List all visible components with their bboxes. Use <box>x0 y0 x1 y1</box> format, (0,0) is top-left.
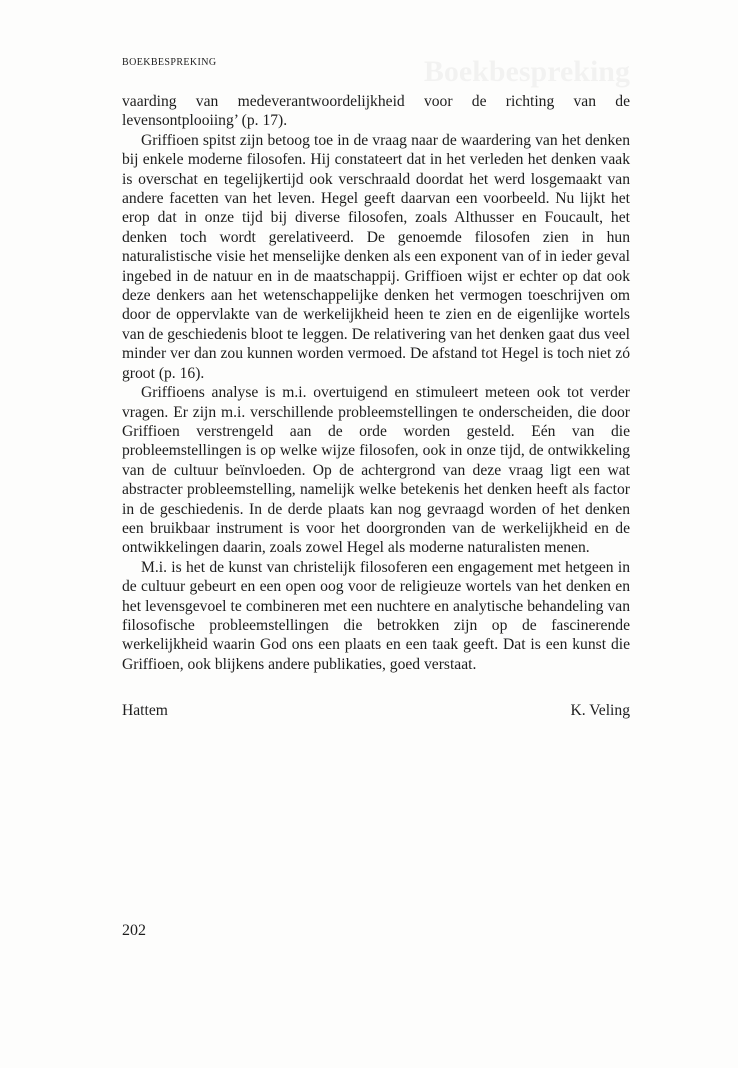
running-head: BOEKBESPREKING <box>122 57 217 68</box>
show-through-heading <box>424 55 630 89</box>
paragraph-2: Griffioen spitst zijn betoog toe in de vraag naar de waardering van het denken bij enkele moderne filosofen. Hij constateert dat in het verleden het denken vaak is overschat en tegelijkertijd ook verschraald doordat het werd losgemaakt van andere facetten van het leven. Hegel geeft daarvan een voorbeeld. Nu lijkt het erop dat in onze tijd bij diverse filosofen, zoals Althusser en Foucault, het denken toch wordt gerelativeerd. De genoemde filosofen zien in hun naturalistische visie het menselijke denken als een exponent van of in ieder geval ingebed in de natuur en in de maatschappij. Griffioen wijst er echter op dat ook deze denkers aan het wetenschappelijke denken het vermogen toeschrijven om door de oppervlakte van de werkelijkheid heen te zien en de eigenlijke wortels van de geschiedenis bloot te leggen. De relativering van het denken gaat dus veel minder ver dan zou kunnen worden vermoed. De afstand tot Hegel is toch niet zó groot (p. 16). <box>122 131 630 382</box>
paragraph-3: Griffioens analyse is m.i. overtuigend en stimuleert meteen ook tot verder vragen. Er zijn m.i. verschillende probleemstellingen te onderscheiden, die door Griffioen verstrengeld aan de orde worden gesteld. Eén van die probleemstellingen is op welke wijze filosofen, ook in onze tijd, de ontwikkeling van de cultuur beïnvloeden. Op de achtergrond van deze vraag ligt een wat abstracter probleemstelling, namelijk welke betekenis het denken heeft als factor in de geschiedenis. In de derde plaats kan nog gevraagd worden of het denken een bruikbaar instrument is voor het doorgronden van de werkelijkheid en de ontwikkelingen daarin, zoals zowel Hegel als moderne naturalisten menen. <box>122 384 630 557</box>
paragraph-1: vaarding van medeverantwoordelijkheid voor de richting van de levensontplooiing’ (p. 17). <box>122 93 630 130</box>
signature-line <box>122 702 630 720</box>
page-number: 202 <box>122 922 146 939</box>
signature-place: Hattem <box>122 702 168 719</box>
body-text <box>122 92 630 674</box>
paragraph-4: M.i. is het de kunst van christelijk filosoferen een engagement met hetgeen in de cultuur gebeurt en een open oog voor de religieuze wortels van het denken en het levensgevoel te combineren met een nuchtere en analytische behandeling van filosofische probleemstellingen die betrokken zijn op de fascinerende werkelijkheid waarin God ons een plaats en een taak geeft. Dat is een kunst die Griffioen, ook blijkens andere publikaties, goed verstaat. <box>122 558 630 673</box>
signature-author: K. Veling <box>570 702 630 719</box>
